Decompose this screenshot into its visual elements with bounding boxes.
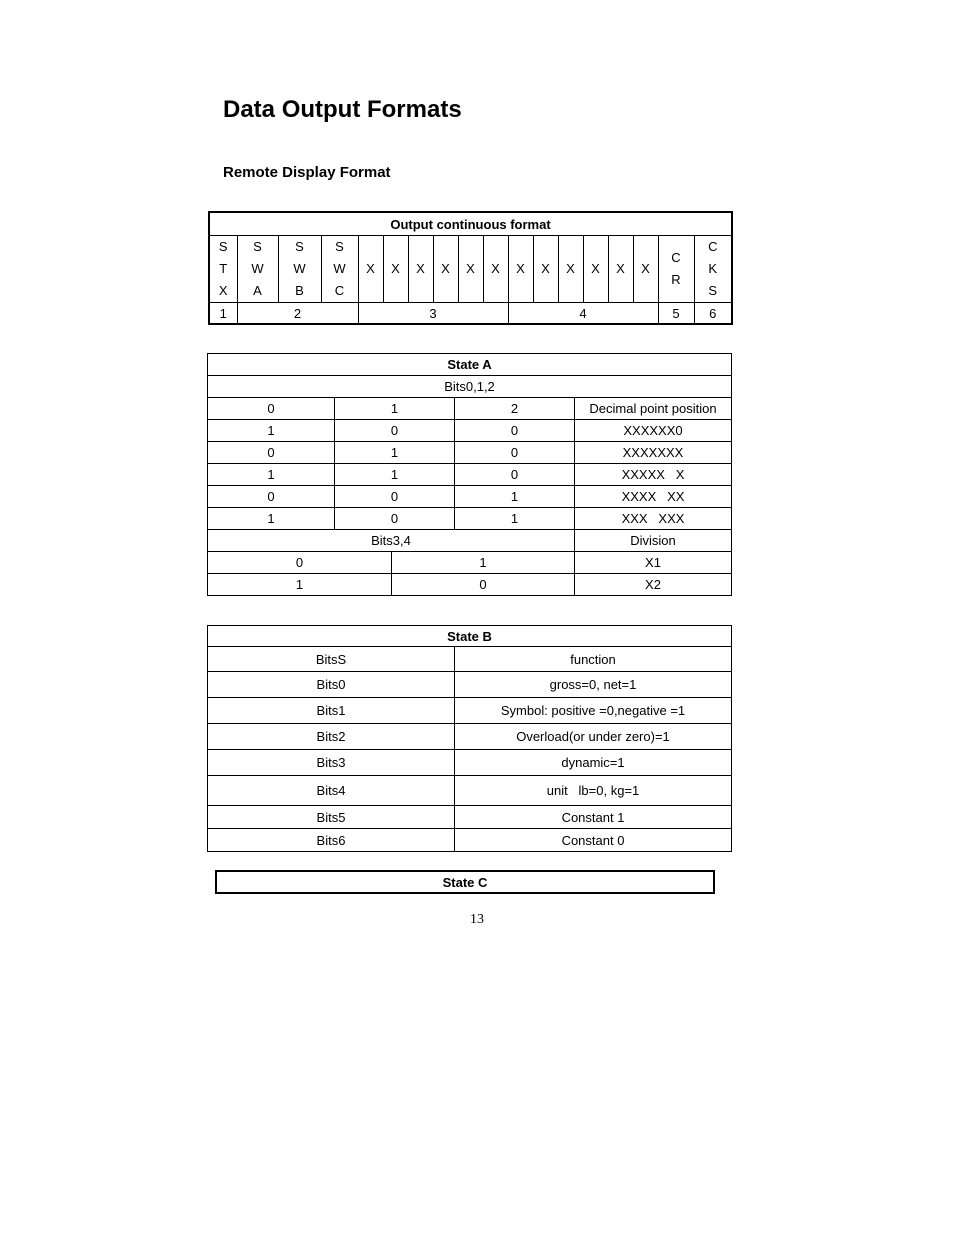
format-symbol-letter: X <box>391 261 400 276</box>
format-symbol-letter: W <box>251 261 264 276</box>
state-a-cell: Decimal point position <box>575 398 732 420</box>
state-a-cell: 1 <box>335 442 455 464</box>
format-symbol-cell <box>383 236 408 303</box>
table-row <box>208 420 732 442</box>
state-a-cell: 1 <box>455 508 575 530</box>
format-symbol-cell <box>433 236 458 303</box>
state-b-header-bits: BitsS <box>208 647 455 672</box>
state-b-function-cell: unit lb=0, kg=1 <box>455 776 732 806</box>
state-a-cell: 1 <box>208 464 335 486</box>
state-a-cell: 1 <box>208 420 335 442</box>
division-cell: 0 <box>392 574 575 596</box>
format-symbol-letter: X <box>416 261 425 276</box>
format-symbol-letter: S <box>218 239 228 254</box>
format-symbol-letter: C <box>334 283 345 298</box>
output-format-title: Output continuous format <box>209 212 732 236</box>
format-symbol-cell <box>321 236 358 303</box>
state-a-table <box>207 353 732 596</box>
state-b-bit-cell: Bits4 <box>208 776 455 806</box>
bits34-label: Bits3,4 <box>208 530 575 552</box>
state-a-cell: XXX XXX <box>575 508 732 530</box>
state-a-cell: 1 <box>335 464 455 486</box>
format-symbol-letter: X <box>491 261 500 276</box>
state-b-bit-cell: Bits2 <box>208 724 455 750</box>
state-b-function-cell: Symbol: positive =0,negative =1 <box>455 698 732 724</box>
format-symbol-letter: A <box>253 283 262 298</box>
state-b-bit-cell: Bits0 <box>208 672 455 698</box>
state-c-table <box>215 870 715 894</box>
state-a-title: State A <box>208 354 732 376</box>
format-symbol-letter: B <box>295 283 304 298</box>
state-a-cell: 0 <box>335 420 455 442</box>
division-cell: 0 <box>208 552 392 574</box>
state-a-cell: 0 <box>335 486 455 508</box>
division-cell: X1 <box>575 552 732 574</box>
state-b-bit-cell: Bits3 <box>208 750 455 776</box>
state-a-cell: XXXXX X <box>575 464 732 486</box>
state-a-cell: 0 <box>455 464 575 486</box>
format-symbol-letter: X <box>541 261 550 276</box>
state-b-title: State B <box>208 626 732 647</box>
format-symbol-letter: X <box>441 261 450 276</box>
division-cell: X2 <box>575 574 732 596</box>
division-cell: 1 <box>392 552 575 574</box>
state-a-cell: 1 <box>208 508 335 530</box>
format-symbol-cell <box>508 236 533 303</box>
format-symbol-cell <box>209 236 237 303</box>
state-b-function-cell: gross=0, net=1 <box>455 672 732 698</box>
format-field-number: 1 <box>209 303 237 325</box>
table-row <box>208 776 732 806</box>
state-a-cell: 1 <box>455 486 575 508</box>
table-row <box>208 508 732 530</box>
format-symbol-letter: X <box>366 261 375 276</box>
table-row <box>208 574 732 596</box>
table-row <box>208 750 732 776</box>
format-symbol-letter: K <box>708 261 718 276</box>
format-symbol-letter: X <box>466 261 475 276</box>
state-a-cell: XXXXXXX <box>575 442 732 464</box>
state-a-cell: 0 <box>208 398 335 420</box>
format-symbol-cell <box>358 236 383 303</box>
format-symbol-letter: C <box>708 239 718 254</box>
table-row <box>208 486 732 508</box>
state-b-bit-cell: Bits5 <box>208 806 455 829</box>
state-a-cell: 1 <box>335 398 455 420</box>
state-b-table <box>207 625 732 852</box>
state-a-cell: 0 <box>208 486 335 508</box>
page-number: 13 <box>470 912 484 927</box>
state-b-function-cell: Constant 1 <box>455 806 732 829</box>
table-row <box>208 398 732 420</box>
format-symbol-letter: S <box>253 239 262 254</box>
format-symbol-letter: C <box>671 250 681 265</box>
bits012-label: Bits0,1,2 <box>208 376 732 398</box>
format-symbol-letter: X <box>616 261 625 276</box>
format-symbol-letter: X <box>566 261 575 276</box>
format-field-number: 4 <box>508 303 658 325</box>
format-symbol-cell <box>458 236 483 303</box>
format-symbol-cell <box>633 236 658 303</box>
state-b-bit-cell: Bits6 <box>208 829 455 852</box>
division-cell: 1 <box>208 574 392 596</box>
format-symbol-letter: X <box>591 261 600 276</box>
state-a-cell: XXXXXX0 <box>575 420 732 442</box>
state-b-header-function: function <box>455 647 732 672</box>
table-row <box>208 672 732 698</box>
section-title: Remote Display Format <box>223 164 391 181</box>
table-row <box>208 806 732 829</box>
table-row <box>208 829 732 852</box>
format-field-number: 3 <box>358 303 508 325</box>
format-symbol-letter: R <box>671 272 681 287</box>
format-field-number: 6 <box>694 303 732 325</box>
format-symbol-letter: X <box>641 261 650 276</box>
format-symbol-letter: S <box>295 239 304 254</box>
state-a-cell: 2 <box>455 398 575 420</box>
format-field-number: 5 <box>658 303 694 325</box>
state-a-cell: 0 <box>455 442 575 464</box>
format-symbol-cell <box>533 236 558 303</box>
state-b-function-cell: Overload(or under zero)=1 <box>455 724 732 750</box>
state-b-function-cell: Constant 0 <box>455 829 732 852</box>
format-field-number: 2 <box>237 303 358 325</box>
format-symbol-letter: T <box>219 261 228 276</box>
state-b-function-cell: dynamic=1 <box>455 750 732 776</box>
state-a-cell: XXXX XX <box>575 486 732 508</box>
page-title: Data Output Formats <box>223 96 462 123</box>
format-symbol-letter: X <box>516 261 525 276</box>
format-symbol-cell <box>408 236 433 303</box>
format-symbol-letter: X <box>218 283 228 298</box>
state-b-bit-cell: Bits1 <box>208 698 455 724</box>
table-row <box>208 552 732 574</box>
state-c-title: State C <box>216 871 714 893</box>
state-a-cell: 0 <box>208 442 335 464</box>
table-row <box>208 464 732 486</box>
output-continuous-format-table <box>208 211 733 325</box>
format-symbol-letter: W <box>293 261 306 276</box>
format-symbol-cell <box>658 236 694 303</box>
format-symbol-letter: S <box>708 283 718 298</box>
format-symbol-cell <box>558 236 583 303</box>
table-row <box>208 442 732 464</box>
state-a-cell: 0 <box>335 508 455 530</box>
format-symbol-cell <box>237 236 278 303</box>
format-symbol-letter: W <box>333 261 346 276</box>
format-symbol-letter: S <box>335 239 344 254</box>
table-row <box>208 698 732 724</box>
division-label: Division <box>575 530 732 552</box>
format-symbol-cell <box>583 236 608 303</box>
state-a-cell: 0 <box>455 420 575 442</box>
format-symbol-cell <box>483 236 508 303</box>
table-row <box>208 724 732 750</box>
format-symbol-cell <box>608 236 633 303</box>
format-symbol-cell <box>694 236 732 303</box>
format-symbol-cell <box>278 236 321 303</box>
